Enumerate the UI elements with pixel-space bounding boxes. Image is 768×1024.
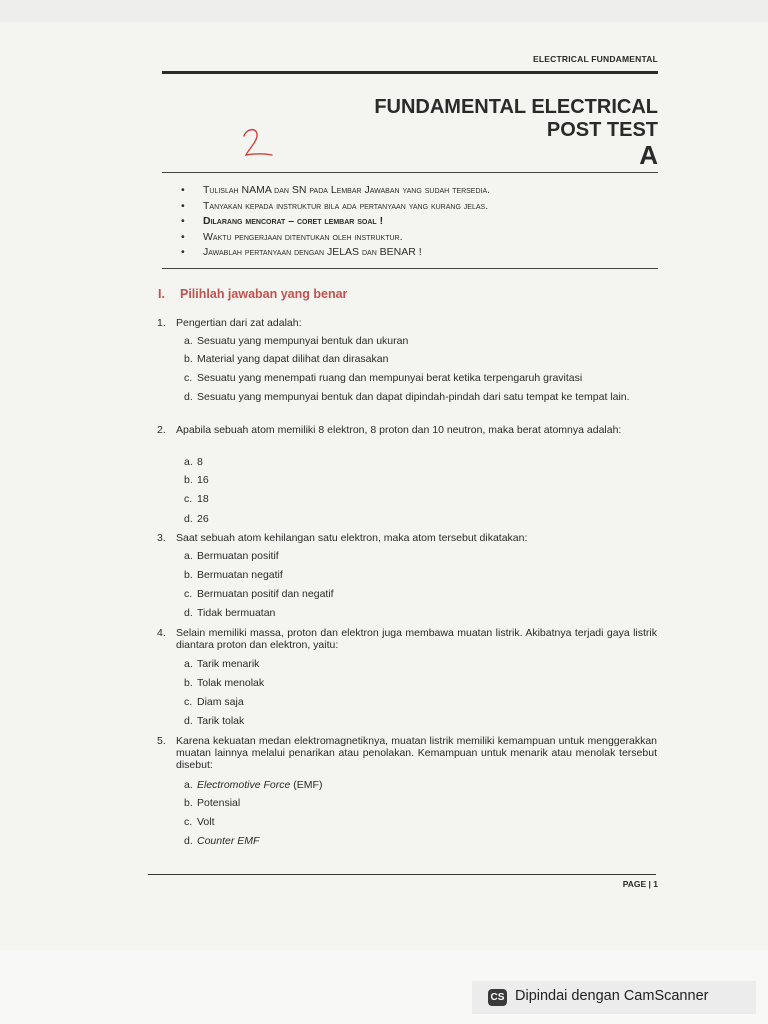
option-4b: b. Tolak menolak (184, 677, 265, 689)
option-5c: c. Volt (184, 816, 215, 828)
instruction-list (175, 183, 660, 261)
question-5: 5. Karena kekuatan medan elektromagnetiknya, muatan listrik memiliki kemampuan untuk menggerakkan muatan lainnya melalui penarikan atau penolakan. Kemampuan untuk menarik atau menolak tersebut disebut: (157, 735, 657, 771)
option-1c: c. Sesuatu yang menempati ruang dan mempunyai berat ketika terpengaruh gravitasi (184, 372, 583, 384)
option-3d: d. Tidak bermuatan (184, 607, 276, 619)
option-2a: a. 8 (184, 456, 203, 468)
option-1d: d. Sesuatu yang mempunyai bentuk dan dapat dipindah-pindah dari satu tempat ke tempat lain. (184, 391, 630, 403)
question-2: 2. Apabila sebuah atom memiliki 8 elektron, 8 proton dan 10 neutron, maka berat atomnya adalah: (157, 424, 622, 436)
option-4a: a. Tarik menarik (184, 658, 260, 670)
option-3b: b. Bermuatan negatif (184, 569, 283, 581)
handwritten-mark-2 (238, 126, 278, 160)
section-heading: I. Pilihlah jawaban yang benar (158, 287, 348, 301)
instruction-item: • Waktu pengerjaan ditentukan oleh instruktur. (181, 230, 403, 243)
running-header: ELECTRICAL FUNDAMENTAL (533, 54, 658, 64)
question-1: 1. Pengertian dari zat adalah: (157, 317, 302, 329)
option-2b: b. 16 (184, 474, 209, 486)
instruction-rule (162, 268, 658, 269)
option-3c: c. Bermuatan positif dan negatif (184, 588, 334, 600)
page-number: PAGE | 1 (622, 879, 658, 889)
instruction-item: • Dilarang mencorat – coret lembar soal ! (181, 215, 384, 227)
option-2c: c. 18 (184, 493, 209, 505)
camscanner-logo-icon: CS (488, 989, 507, 1006)
option-5d: d. Counter EMF (184, 835, 260, 847)
question-3: 3. Saat sebuah atom kehilangan satu elektron, maka atom tersebut dikatakan: (157, 532, 528, 544)
option-1a: a. Sesuatu yang mempunyai bentuk dan ukuran (184, 335, 409, 347)
option-4c: c. Diam saja (184, 696, 244, 708)
question-4: 4. Selain memiliki massa, proton dan elektron juga membawa muatan listrik. Akibatnya terjadi gaya listrik diantara proton dan elektron, yaitu: (157, 627, 657, 651)
option-5b: b. Potensial (184, 797, 241, 809)
footer-rule (148, 874, 656, 875)
header-rule (162, 71, 658, 74)
camscanner-text: Dipindai dengan CamScanner (515, 988, 709, 1004)
doc-title-line1: FUNDAMENTAL ELECTRICAL (374, 96, 658, 118)
option-2d: d. 26 (184, 513, 209, 525)
option-1b: b. Material yang dapat dilihat dan dirasakan (184, 353, 389, 365)
option-4d: d. Tarik tolak (184, 715, 245, 727)
doc-variant: A (639, 140, 658, 170)
instruction-item: • Jawablah pertanyaan dengan JELAS dan BENAR ! (181, 246, 422, 258)
instruction-item: • Tanyakan kepada instruktur bila ada pertanyaan yang kurang jelas. (181, 199, 489, 212)
doc-title-line2: POST TEST (546, 119, 658, 141)
option-5a: a. Electromotive Force (EMF) (184, 779, 323, 791)
title-rule (162, 172, 658, 173)
option-3a: a. Bermuatan positif (184, 550, 279, 562)
instruction-item: • Tulislah NAMA dan SN pada Lembar Jawaban yang sudah tersedia. (181, 184, 491, 196)
